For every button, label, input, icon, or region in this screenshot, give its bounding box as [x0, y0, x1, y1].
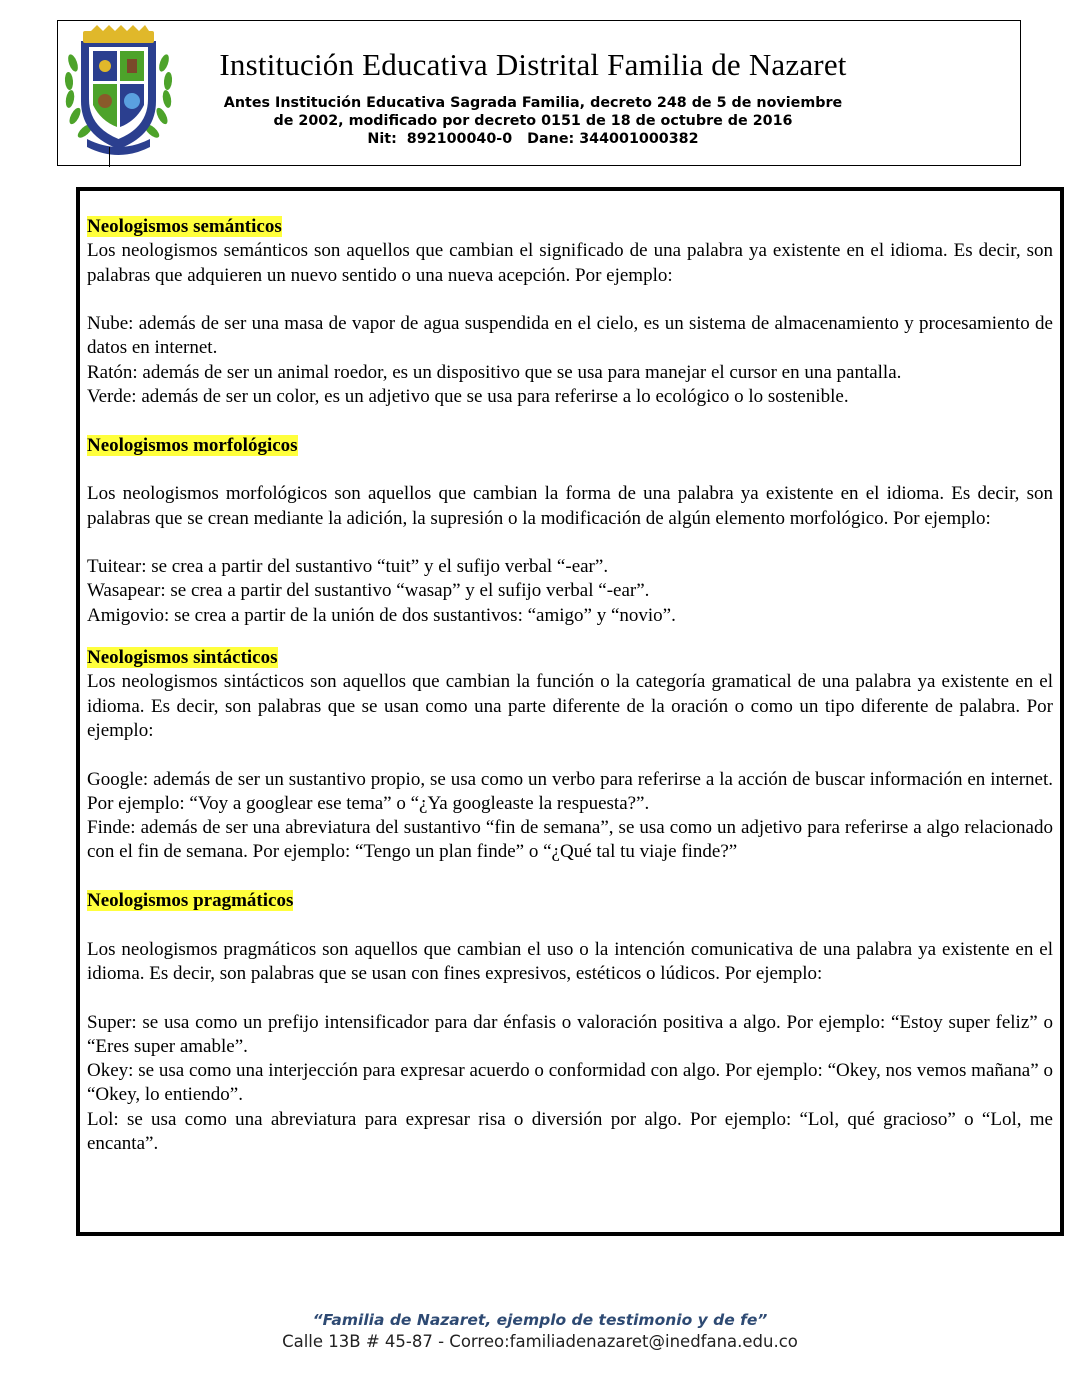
school-crest-logo: [61, 23, 176, 164]
example-super: Super: se usa como un prefijo intensificador para dar énfasis o valoración positiva a algo. Por ejemplo: “Estoy super feliz” o “Eres super amable”.: [87, 1011, 1053, 1057]
heading-morfologicos: Neologismos morfológicos: [87, 434, 298, 456]
example-raton: Ratón: además de ser un animal roedor, es un dispositivo que se usa para manejar el cursor en una pantalla.: [87, 361, 902, 383]
letterhead: [57, 20, 1021, 166]
crest-stem-line: [109, 147, 110, 167]
example-finde: Finde: además de ser una abreviatura del sustantivo “fin de semana”, se usa como un adjetivo para referirse a algo relacionado con el fin de semana. Por ejemplo: “Tengo un plan finde” o “¿Qué tal tu viaje finde?”: [87, 817, 1053, 863]
footer-address: Calle 13B # 45-87 - Correo:familiadenazaret@inedfana.edu.co: [282, 1332, 798, 1351]
example-okey: Okey: se usa como una interjección para expresar acuerdo o conformidad con algo. Por ejemplo: “Okey, nos vemos mañana” o “Okey, lo entiendo”.: [87, 1060, 1053, 1106]
example-google: Google: además de ser un sustantivo propio, se usa como un verbo para referirse a la acción de buscar información en internet. Por ejemplo: “Voy a googlear ese tema” o “¿Ya googleaste la respuesta?”.: [87, 768, 1053, 814]
footer-motto: “Familia de Nazaret, ejemplo de testimonio y de fe”: [312, 1311, 768, 1329]
heading-sintacticos: Neologismos sintácticos: [87, 647, 278, 669]
example-wasapear: Wasapear: se crea a partir del sustantivo “wasap” y el sufijo verbal “-ear”.: [87, 580, 650, 602]
content-box: [76, 187, 1064, 1236]
example-tuitear: Tuitear: se crea a partir del sustantivo “tuit” y el sufijo verbal “-ear”.: [87, 556, 609, 578]
paragraph-pragmaticos-intro: Los neologismos pragmáticos son aquellos que cambian el uso o la intención comunicativa de una palabra ya existente en el idioma. Es decir, son palabras que se usan con fines expresivos, estéticos o lúdicos. Por ejemplo:: [87, 938, 1053, 984]
subtitle-line-1: Antes Institución Educativa Sagrada Familia, decreto 248 de 5 de noviembre: [223, 95, 843, 111]
subtitle-line-3: Nit: 892100040-0 Dane: 344001000382: [367, 131, 699, 147]
institution-subtitle: [188, 94, 878, 148]
example-amigovio: Amigovio: se crea a partir de la unión de dos sustantivos: “amigo” y “novio”.: [87, 604, 676, 626]
paragraph-sintacticos-intro: Los neologismos sintácticos son aquellos que cambian la función o la categoría gramatical de una palabra ya existente en el idioma. Es decir, son palabras que se usan como una parte diferente de la oración o como un tipo diferente de palabra. Por ejemplo:: [87, 671, 1053, 741]
institution-title: Institución Educativa Distrital Familia de Nazaret: [219, 47, 847, 82]
example-verde: Verde: además de ser un color, es un adjetivo que se usa para referirse a lo ecológico o lo sostenible.: [87, 386, 849, 408]
heading-pragmaticos: Neologismos pragmáticos: [87, 890, 294, 912]
paragraph-morfologicos-intro: Los neologismos morfológicos son aquellos que cambian la forma de una palabra ya existente en el idioma. Es decir, son palabras que se crean mediante la adición, la supresión o la modificación de algún elemento morfológico. Por ejemplo:: [87, 483, 1053, 529]
paragraph-semanticos-intro: Los neologismos semánticos son aquellos que cambian el significado de una palabra ya existente en el idioma. Es decir, son palabras que adquieren un nuevo sentido o una nueva acepción. Por ejemplo:: [87, 240, 1053, 286]
subtitle-line-2: de 2002, modificado por decreto 0151 de 18 de octubre de 2016: [273, 113, 793, 129]
example-lol: Lol: se usa como una abreviatura para expresar risa o diversión por algo. Por ejemplo: “Lol, qué gracioso” o “Lol, me encanta”.: [87, 1108, 1053, 1154]
heading-semanticos: Neologismos semánticos: [87, 216, 282, 237]
example-nube: Nube: además de ser una masa de vapor de agua suspendida en el cielo, es un sistema de almacenamiento y procesamiento de datos en internet.: [87, 313, 1053, 359]
document-body: [87, 215, 1053, 1156]
